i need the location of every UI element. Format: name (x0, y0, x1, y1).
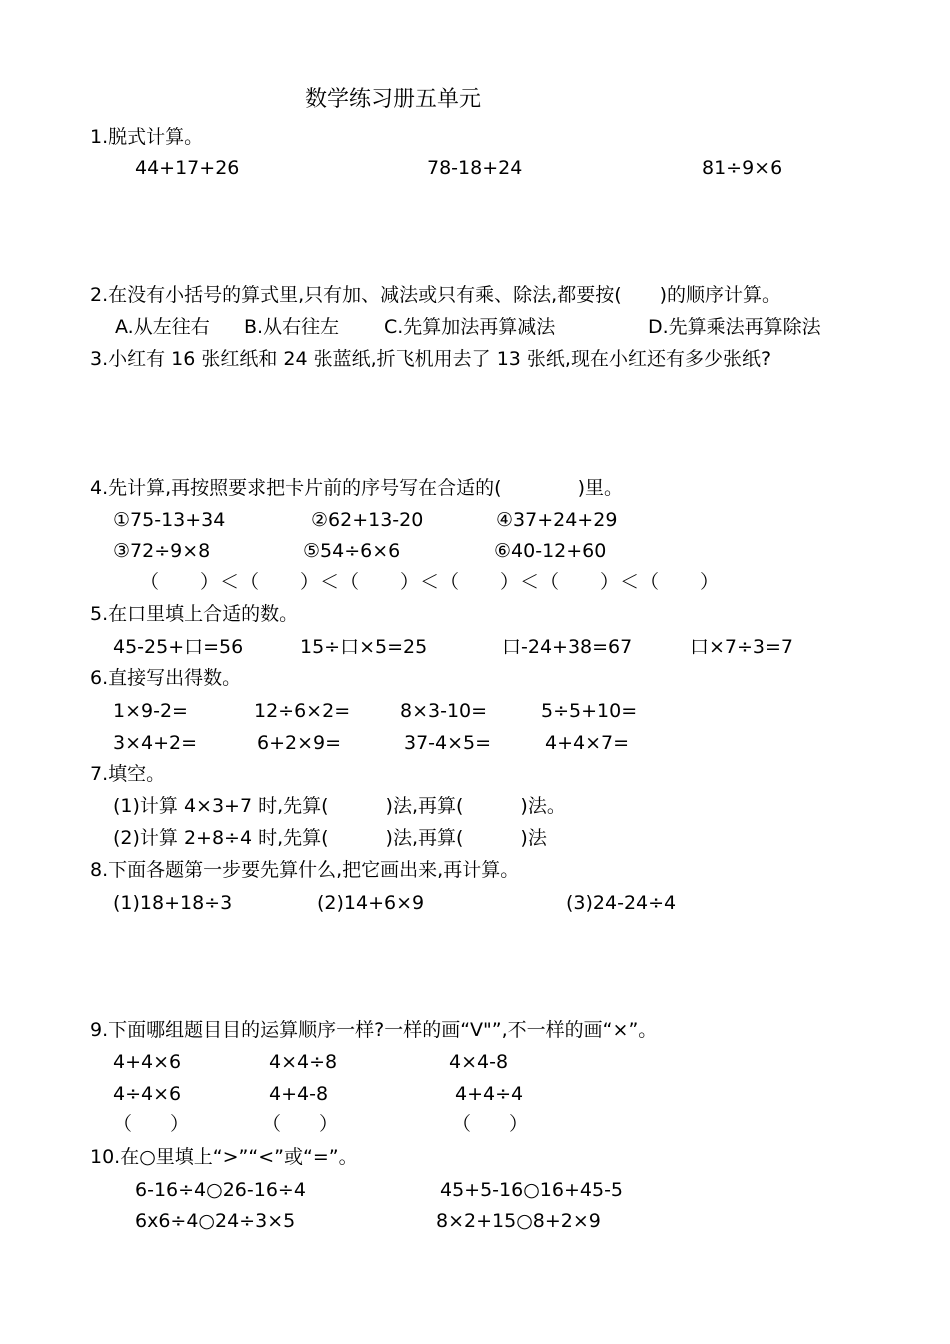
q1-item-2: 78-18+24 (427, 157, 523, 179)
q10-heading: 10.在○里填上“>”“<”或“=”。 (90, 1146, 358, 1168)
q7-heading: 7.填空。 (90, 763, 166, 785)
q6-item-5: 3×4+2= (113, 732, 198, 754)
q7-line-1: (1)计算 4×3+7 时,先算( )法,再算( )法。 (113, 795, 566, 817)
q3-heading: 3.小红有 16 张红纸和 24 张蓝纸,折飞机用去了 13 张纸,现在小红还有多少张纸? (90, 348, 772, 370)
q4-card-3: ③72÷9×8 (113, 540, 211, 562)
q4-card-5: ⑤54÷6×6 (303, 540, 401, 562)
q4-card-2: ②62+13-20 (311, 509, 424, 531)
q9-item-4: 4÷4×6 (113, 1083, 182, 1105)
q10-item-3: 6x6÷4○24÷3×5 (135, 1210, 296, 1232)
q6-item-3: 8×3-10= (400, 700, 488, 722)
q2-option-a: A.从左往右 (115, 316, 210, 338)
q1-heading: 1.脱式计算。 (90, 126, 204, 148)
q6-item-7: 37-4×5= (404, 732, 492, 754)
q9-item-3: 4×4-8 (449, 1051, 509, 1073)
q6-heading: 6.直接写出得数。 (90, 667, 242, 689)
q9-item-2: 4×4÷8 (269, 1051, 338, 1073)
q8-item-3: (3)24-24÷4 (566, 892, 677, 914)
q9-item-1: 4+4×6 (113, 1051, 182, 1073)
q10-item-1: 6-16÷4○26-16÷4 (135, 1179, 306, 1201)
q9-item-6: 4+4÷4 (455, 1083, 524, 1105)
q9-answer-1: （ ） (113, 1113, 190, 1135)
q8-item-1: (1)18+18÷3 (113, 892, 233, 914)
q1-item-1: 44+17+26 (135, 157, 240, 179)
page-title: 数学练习册五单元 (305, 87, 482, 112)
q5-item-1: 45-25+口=56 (113, 636, 244, 658)
q7-line-2: (2)计算 2+8÷4 时,先算( )法,再算( )法 (113, 827, 547, 849)
q2-option-c: C.先算加法再算减法 (384, 316, 556, 338)
q9-answer-3: （ ） (452, 1113, 529, 1135)
q6-item-6: 6+2×9= (257, 732, 342, 754)
q6-item-4: 5÷5+10= (541, 700, 638, 722)
q8-item-2: (2)14+6×9 (317, 892, 425, 914)
q9-heading: 9.下面哪组题目目的运算顺序一样?一样的画“V"”,不一样的画“×”。 (90, 1019, 658, 1041)
q5-item-3: 口-24+38=67 (502, 636, 633, 658)
q2-option-b: B.从右往左 (244, 316, 340, 338)
q10-item-2: 45+5-16○16+45-5 (440, 1179, 624, 1201)
q6-item-2: 12÷6×2= (254, 700, 351, 722)
q4-card-4: ④37+24+29 (496, 509, 618, 531)
q9-answer-2: （ ） (262, 1113, 339, 1135)
q6-item-8: 4+4×7= (545, 732, 630, 754)
q5-heading: 5.在口里填上合适的数。 (90, 603, 299, 625)
q10-item-4: 8×2+15○8+2×9 (436, 1210, 601, 1232)
q2-heading: 2.在没有小括号的算式里,只有加、减法或只有乘、除法,都要按( )的顺序计算。 (90, 284, 782, 306)
q8-heading: 8.下面各题第一步要先算什么,把它画出来,再计算。 (90, 859, 520, 881)
q4-heading: 4.先计算,再按照要求把卡片前的序号写在合适的( )里。 (90, 477, 623, 499)
q5-item-2: 15÷口×5=25 (300, 636, 428, 658)
q4-order-line: （ ）＜（ ）＜（ ）＜（ ）＜（ ）＜（ ） (140, 571, 721, 593)
q6-item-1: 1×9-2= (113, 700, 188, 722)
q4-card-1: ①75-13+34 (113, 509, 226, 531)
q2-option-d: D.先算乘法再算除法 (648, 316, 821, 338)
q5-item-4: 口×7÷3=7 (690, 636, 794, 658)
q1-item-3: 81÷9×6 (702, 157, 783, 179)
q9-item-5: 4+4-8 (269, 1083, 329, 1105)
q4-card-6: ⑥40-12+60 (494, 540, 607, 562)
